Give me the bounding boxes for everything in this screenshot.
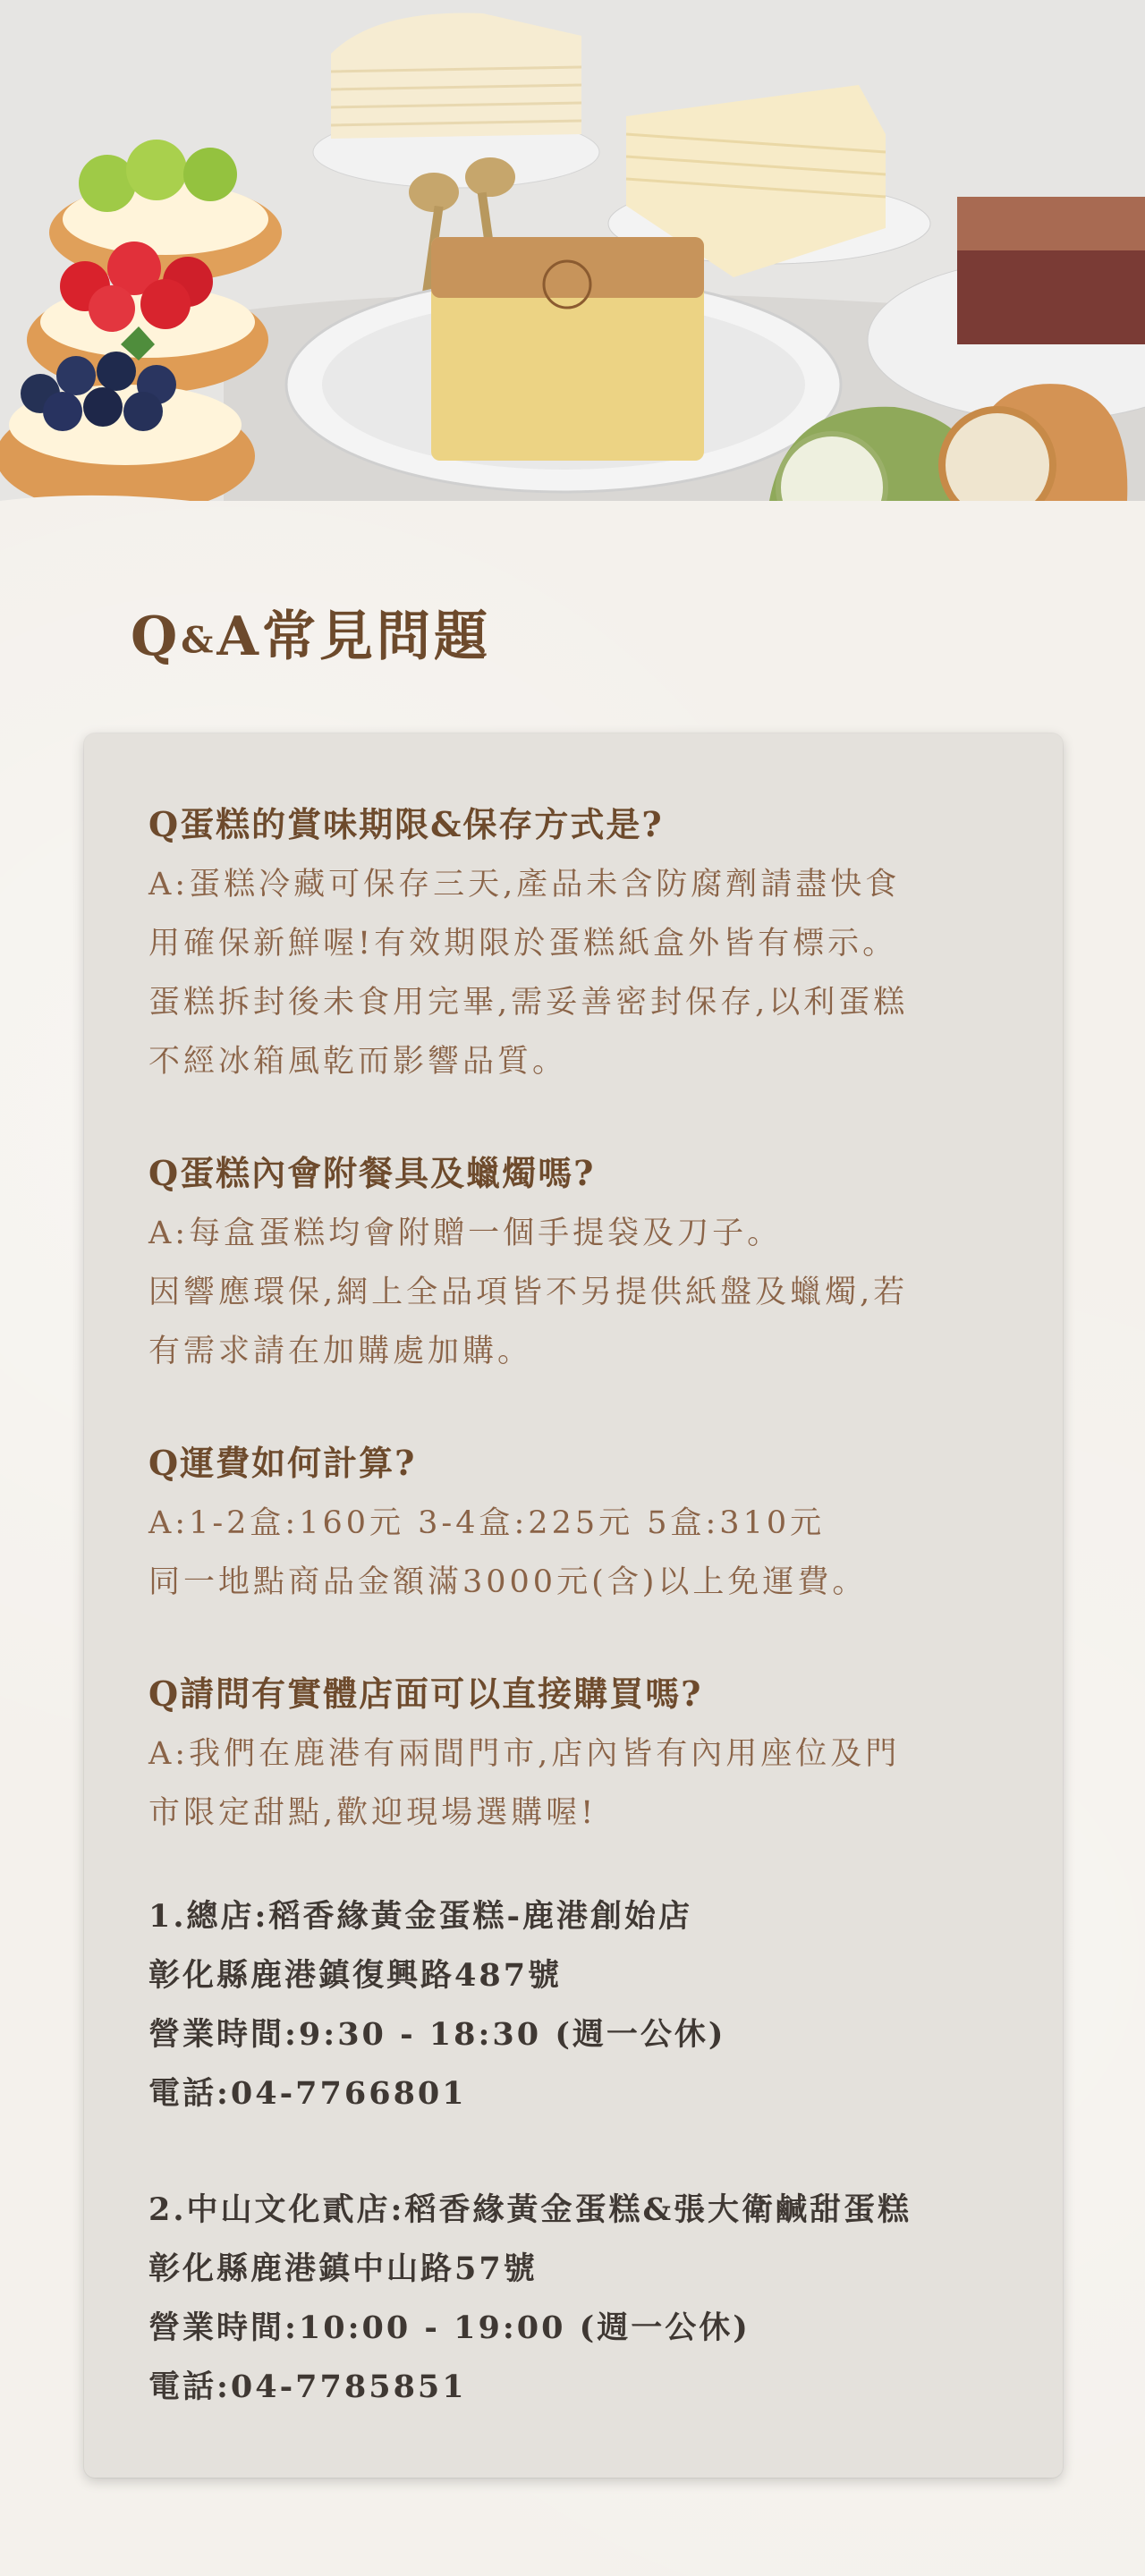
- store-address: 彰化縣鹿港鎮中山路57號: [148, 2250, 538, 2287]
- store-info-second: [148, 2181, 1007, 2417]
- store-address: 彰化縣鹿港鎮復興路487號: [148, 1957, 563, 1994]
- faq-card: [84, 733, 1063, 2478]
- question: Q請問有實體店面可以直接購買嗎?: [148, 1674, 703, 1714]
- faq-item-utensils: [148, 1143, 1007, 1381]
- answer-line: 同一地點商品金額滿3000元(含)以上免運費。: [148, 1564, 868, 1600]
- store-hours: 營業時間:10:00 - 19:00 (週一公休): [148, 2309, 751, 2346]
- answer-line: 有需求請在加購處加購。: [148, 1334, 533, 1369]
- answer-line: 用確保新鮮喔!有效期限於蛋糕紙盒外皆有標示。: [148, 926, 898, 962]
- answer-line: A:我們在鹿港有兩間門市,店內皆有內用座位及門: [148, 1736, 901, 1772]
- faq-item-shelf-life: [148, 794, 1007, 1091]
- question: Q蛋糕內會附餐具及蠟燭嗎?: [148, 1153, 596, 1193]
- answer-line: 不經冰箱風乾而影響品質。: [148, 1044, 568, 1080]
- store-hours: 營業時間:9:30 - 18:30 (週一公休): [148, 2016, 726, 2053]
- answer-line: A:1-2盒:160元 3-4盒:225元 5盒:310元: [148, 1505, 826, 1541]
- hero-cake-photo: [0, 0, 1145, 572]
- section-title: Q&A常見問題: [131, 606, 491, 668]
- answer-line: 市限定甜點,歡迎現場選購喔!: [148, 1795, 598, 1831]
- store-phone[interactable]: 電話:04-7766801: [148, 2075, 467, 2112]
- faq-item-stores: [148, 1664, 1007, 1843]
- store-info-main: [148, 1887, 1007, 2123]
- store-name: 2.中山文化貳店:稻香緣黃金蛋糕&張大衛鹹甜蛋糕: [148, 2191, 912, 2228]
- cake-spread-illustration: [0, 0, 1145, 572]
- store-phone[interactable]: 電話:04-7785851: [148, 2368, 467, 2405]
- question: Q蛋糕的賞味期限&保存方式是?: [148, 804, 664, 844]
- question: Q運費如何計算?: [148, 1443, 417, 1483]
- store-name: 1.總店:稻香緣黃金蛋糕-鹿港創始店: [148, 1898, 692, 1935]
- answer-line: A:蛋糕冷藏可保存三天,產品未含防腐劑請盡快食: [148, 867, 901, 902]
- answer-line: 因響應環保,網上全品項皆不另提供紙盤及蠟燭,若: [148, 1275, 909, 1310]
- faq-item-shipping: [148, 1433, 1007, 1612]
- answer-line: 蛋糕拆封後未食用完畢,需妥善密封保存,以利蛋糕: [148, 985, 909, 1021]
- answer-line: A:每盒蛋糕均會附贈一個手提袋及刀子。: [148, 1216, 783, 1251]
